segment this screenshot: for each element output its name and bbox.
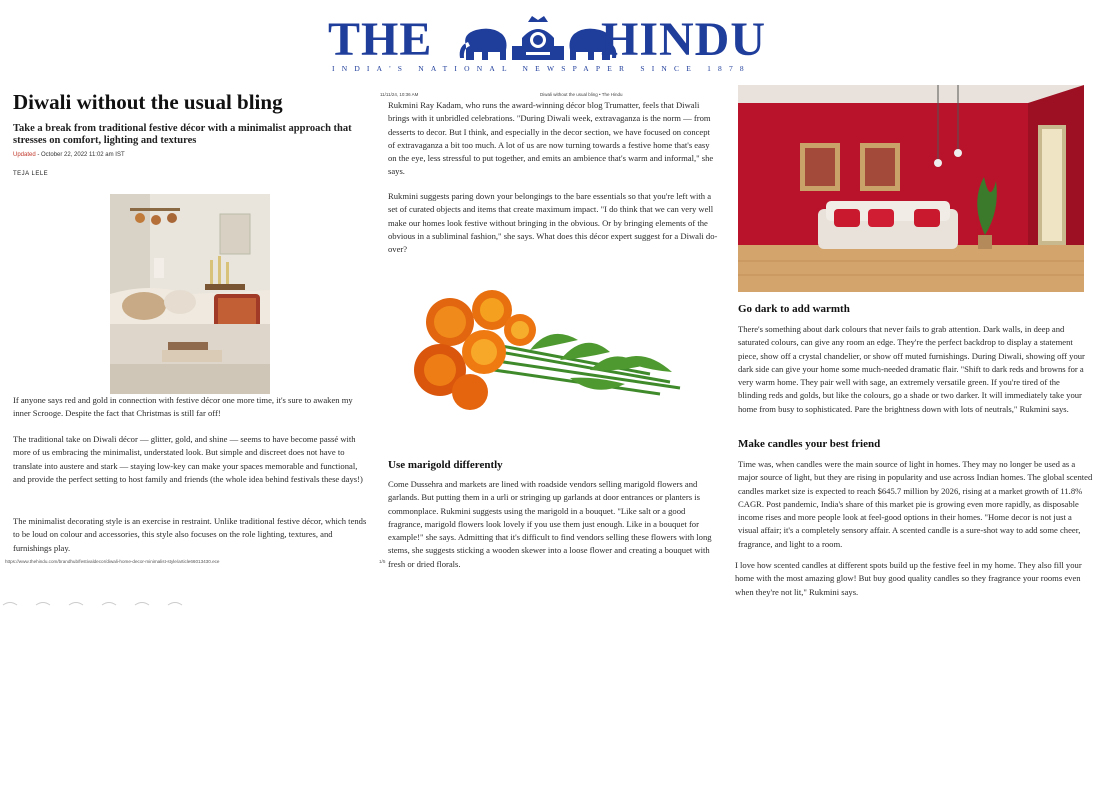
author-link[interactable]: TEJA LELE [13, 171, 49, 177]
source-url[interactable]: https://www.thehindu.com/brandhub/festivaldecor/diwali-home-decor-minimalist-style/article66013430.ece [5, 559, 220, 564]
col1-paragraph-3: The minimalist decorating style is an exercise in restraint. Unlike traditional festive décor, which tends to be loud on colour and accessories, this style also focuses on the role lighting, textures, and furnishings play. [13, 516, 367, 553]
article-title: Diwali without the usual bling [13, 90, 283, 114]
marigold-paragraph: Come Dussehra and markets are lined with roadside vendors selling marigold flowers and garlands. But putting them in a urli or stringing up garlands at door entrances or planters is commonplace. Rukmini suggests using the marigold in a bouquet. "Like salt or a good fragrance, marigold flowers look lovely if you use them just enough. Like in a bouquet for example!" she says. Admitting that it's difficult to find vendors selling these flowers with long stems, she suggests sticking a wooden skewer into a loose flower and creating a bouquet with fresh or dried florals. [388, 479, 712, 569]
red-room-photo [738, 85, 1084, 292]
updated-date: - October 22, 2022 11:02 am IST [35, 152, 125, 158]
marigold-heading: Use marigold differently [388, 459, 503, 471]
masthead-hindu: HINDU [600, 13, 766, 66]
candles-heading: Make candles your best friend [738, 438, 881, 450]
col1-paragraph-1: If anyone says red and gold in connection with festive décor one more time, it's sure to awaken my inner Scrooge. Despite the fact that Christmas is still far off! [13, 395, 353, 419]
marigold-photo [410, 290, 700, 415]
candles-paragraph-2: I love how scented candles at different spots build up the festive feel in my home. They also fill your home with the most amazing glow! But buy good quality candles so they fragrance your rooms even when they're not lit," Rukmini says. [735, 560, 1082, 597]
living-room-photo [110, 194, 270, 394]
updated-label: Updated [13, 152, 36, 158]
col2-paragraph-1: Rukmini Ray Kadam, who runs the award-winning décor blog Trumatter, feels that Diwali brings with it unbridled celebrations. "During Diwali week, extravaganza is the norm — from desserts to decor. But I think, and especially in the decor section, we have focused on concept of extravaganza a bit too much. A lot of us are now turning towards a festive home that's easy on the eye, less stressful to put together, and emits an ambience that's warm and informal," she says. [388, 100, 714, 177]
page-dots [0, 600, 200, 606]
print-date: 11/11/24, 10:36 AM [380, 92, 419, 97]
col1-paragraph-2: The traditional take on Diwali décor — glitter, gold, and shine — seems to have become passé with more of us embracing the minimalist, understated look. But simple and discreet does not have to translate into austere and stark — staying low-key can make your spaces memorable and functional, and provide the perfect setting to host family and friends (the whole idea behind festivals these days!) [13, 434, 363, 485]
masthead [328, 14, 770, 72]
updated-line [13, 152, 125, 158]
page-number: 1/5 [379, 559, 386, 564]
dark-paragraph: There's something about dark colours that never fails to grab attention. Dark walls, in deep and saturated colours, can give any room an edge. They're the perfect backdrop to display a statement piece, show off a crystal chandelier, or show off muted furnishings. During Diwali, showing off your dark side can give your home some much-needed dramatic flair. "Shift to dark reds and browns for a very warm home. They pair well with sage, an extremely versatile green. If you're tired of the blinding reds and golds, but like the colours, go a shade or two darker. It will immediately take your home from busy to sophisticated. Pare the brightness down with lots of neutrals," Rukmini says. [738, 324, 1085, 414]
article-subtitle: Take a break from traditional festive décor with a minimalist approach that stresses on comfort, lighting and textures [13, 123, 352, 146]
masthead-the: THE [328, 13, 433, 66]
print-title: Diwali without the usual bling • The Hindu [540, 92, 623, 97]
candles-paragraph: Time was, when candles were the main source of light in homes. They may no longer be used as a major source of light, but they are rising in popularity and use across Indian homes. The global scented candles market size is expected to reach $645.7 million by 2026, rising at a market growth of 11.8% CAGR. Post pandemic, India's share of this market pie is growing even more rapidly, as disposable income rises and more people look at feel-good options in their homes. "Home decor is not just a visual affair; it's a completely sensory affair. A scented candle is a sure-shot way to add some cheer, fragrance, and light to a room. [738, 459, 1093, 549]
masthead-tagline: INDIA'S NATIONAL NEWSPAPER SINCE 1878 [332, 64, 751, 73]
dark-heading: Go dark to add warmth [738, 303, 850, 315]
col2-paragraph-2: Rukmini suggests paring down your belongings to the bare essentials so that you're left with a set of curated objects and items that create maximum impact. "I do think that we can very well make our homes look festive without bringing in the obvious. Or by bringing elements of the obvious in a subliminal fashion," she says. What does this décor expert suggest for a Diwali do-over? [388, 191, 718, 255]
